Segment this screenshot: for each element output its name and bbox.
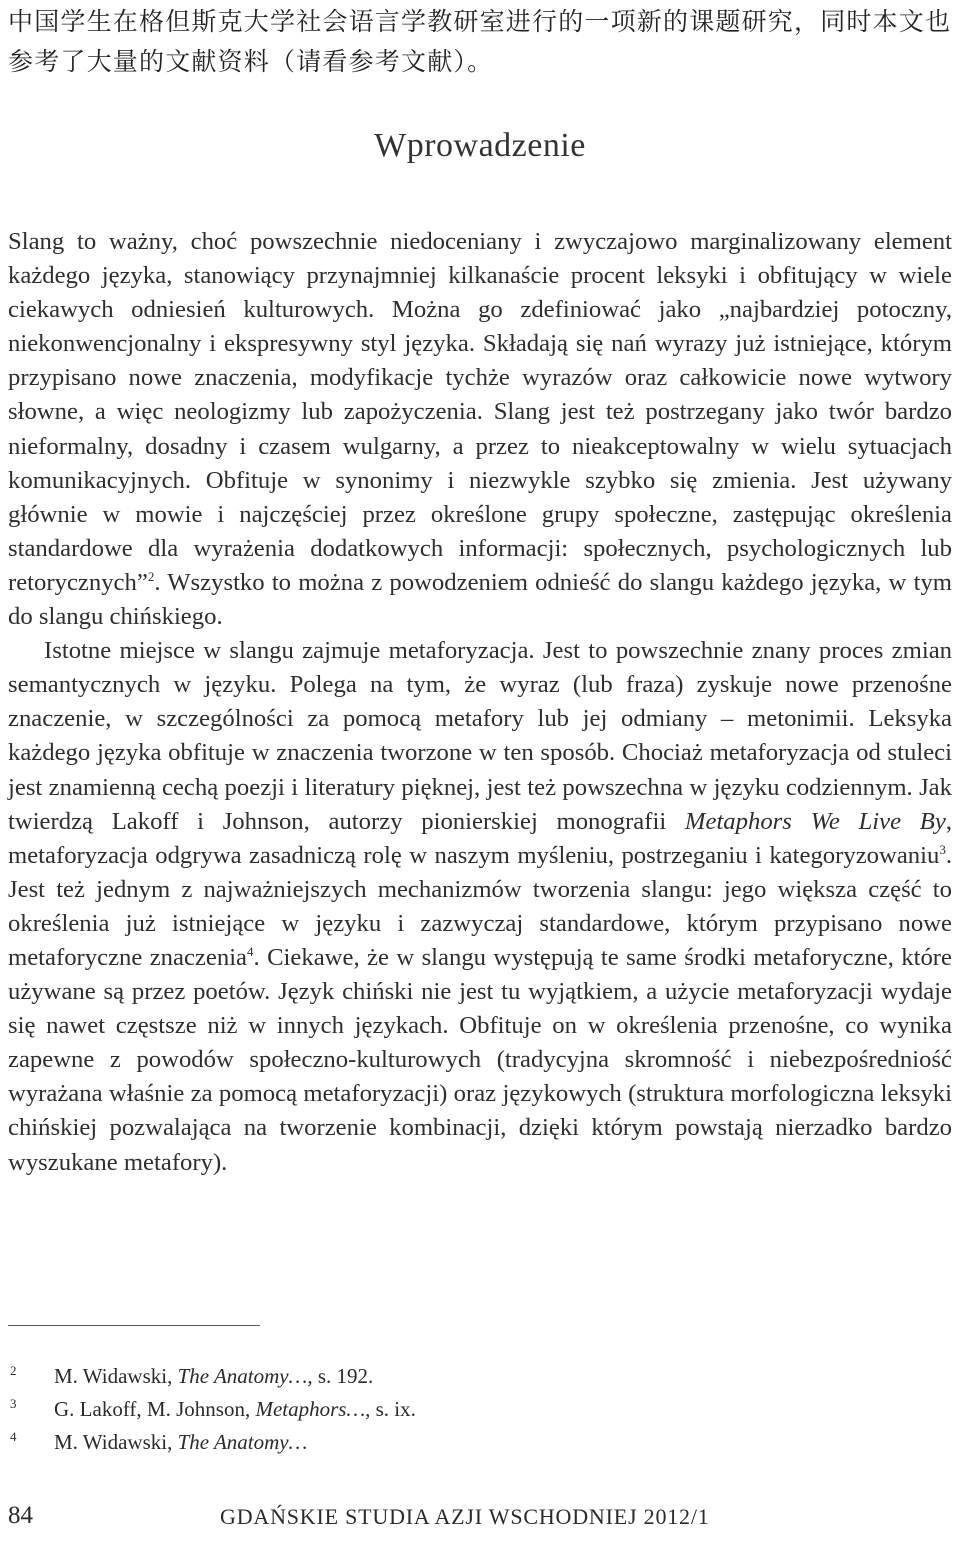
text-run: , metaforyzacja odgrywa zasadniczą rolę w naszym myśleniu, postrzeganiu i kategoryzowaniu xyxy=(8,807,952,869)
text-run: . Ciekawe, że w slangu występują te same środki metaforyczne, które używane są przez poetów. Język chiński nie jest tu wyjątkiem, a użycie metaforyzacji wydaje się nawet częstsze niż w innych językach. Obfituje on w określenia przenośne, co wynika zapewne z powodów społeczno-kulturowych (tradycyjna skromność i niebezpośredniość wyrażana właśnie za pomocą metaforyzacji) oraz językowych (struktura morfologiczna leksyki chińskiej pozwalająca na tworzenie kombinacji, dzięki którym powstają nierzadko bardzo wyszukane metafory). xyxy=(8,943,952,1176)
footnote-number: 4 xyxy=(10,1429,17,1444)
footnote-text xyxy=(54,1361,373,1391)
footnote-ref: 2 xyxy=(147,568,155,584)
footnote-ref: 4 xyxy=(247,943,254,959)
footnote-work-title: The Anatomy… xyxy=(177,1430,308,1454)
journal-title: GDAŃSKIE STUDIA AZJI WSCHODNIEJ 2012/1 xyxy=(220,1504,710,1529)
footnote-work-title: Metaphors… xyxy=(255,1397,366,1421)
text-run: . Wszystko to można z powodzeniem odnieść do slangu każdego języka, w tym do slangu chińskiego. xyxy=(8,568,952,631)
footnote-page: , s. 192. xyxy=(307,1364,374,1388)
footnote-item xyxy=(8,1427,908,1460)
section-title: Wprowadzenie xyxy=(374,127,586,164)
footnote-number: 3 xyxy=(10,1396,17,1411)
footnote-text xyxy=(54,1394,416,1424)
footnote-ref: 3 xyxy=(939,841,946,857)
footnote-number: 2 xyxy=(10,1363,17,1378)
page-footer xyxy=(8,1502,952,1542)
footnote-page: , s. ix. xyxy=(365,1397,416,1421)
italic-title: Metaphors We Live By xyxy=(684,807,946,835)
text-run: Istotne miejsce w slangu zajmuje metaforyzacja. Jest to powszechnie znany proces zmian semantycznych w języku. Polega na tym, że wyraz (lub fraza) zyskuje nowe przenośne znaczenie, w szczególności za pomocą metafory lub jej odmiany – metonimii. Leksyka każdego języka obfituje w znaczenia tworzone w ten sposób. Chociaż metaforyzacja od stuleci jest znamienną cechą poezji i literatury pięknej, jest też powszechna w języku codziennym. Jak twierdzą Lakoff i Johnson, autorzy pionierskiej monografii xyxy=(8,637,952,835)
chinese-header: 中国学生在格但斯克大学社会语言学教研室进行的一项新的课题研究，同时本文也参考了大量的文献资料（请看参考文献）。 xyxy=(8,7,952,76)
footnote-item xyxy=(8,1361,908,1394)
text-run: Slang to ważny, choć powszechnie niedoceniany i zwyczajowo marginalizowany element każdego języka, stanowiący przynajmniej kilkanaście procent leksyki i obfitujący w wiele ciekawych odniesień kulturowych. Można go zdefiniować jako „najbardziej potoczny, niekonwencjonalny i ekspresywny styl języka. Składają się nań wyrazy już istniejące, którym przypisano nowe znaczenia, modyfikacje tychże wyrazów oraz całkowicie nowe wytwory słowne, a więc neologizmy lub zapożyczenia. Slang jest też postrzegany jako twór bardzo nieformalny, dosadny i czasem wulgarny, a przez to nieakceptowalny w wielu sytuacjach komunikacyjnych. Obfituje w synonimy i niezwykle szybko się zmienia. Jest używany głównie w mowie i najczęściej przez określone grupy społeczne, zastępując określenia standardowe dla wyrażenia dodatkowych informacji: społecznych, psychologicznych lub retorycznych” xyxy=(8,228,952,596)
footnote-item xyxy=(8,1394,908,1427)
footnote-author: M. Widawski, xyxy=(54,1430,178,1454)
text-run: . Jest też jednym z najważniejszych mechanizmów tworzenia slangu: jego większa część to określenia już istniejące w języku i zazwyczaj standardowe, którym przypisano nowe metaforyczne znaczenia xyxy=(8,841,952,971)
paragraph xyxy=(8,225,952,634)
body-text xyxy=(8,225,952,1180)
footnote-text xyxy=(54,1427,307,1457)
page-number: 84 xyxy=(8,1502,33,1529)
footnote-rule xyxy=(8,1325,260,1326)
footnote-work-title: The Anatomy… xyxy=(177,1364,308,1388)
footnote-author: G. Lakoff, M. Johnson, xyxy=(54,1397,256,1421)
paragraph xyxy=(8,634,952,1180)
footnote-author: M. Widawski, xyxy=(54,1364,178,1388)
footnotes xyxy=(8,1361,908,1460)
